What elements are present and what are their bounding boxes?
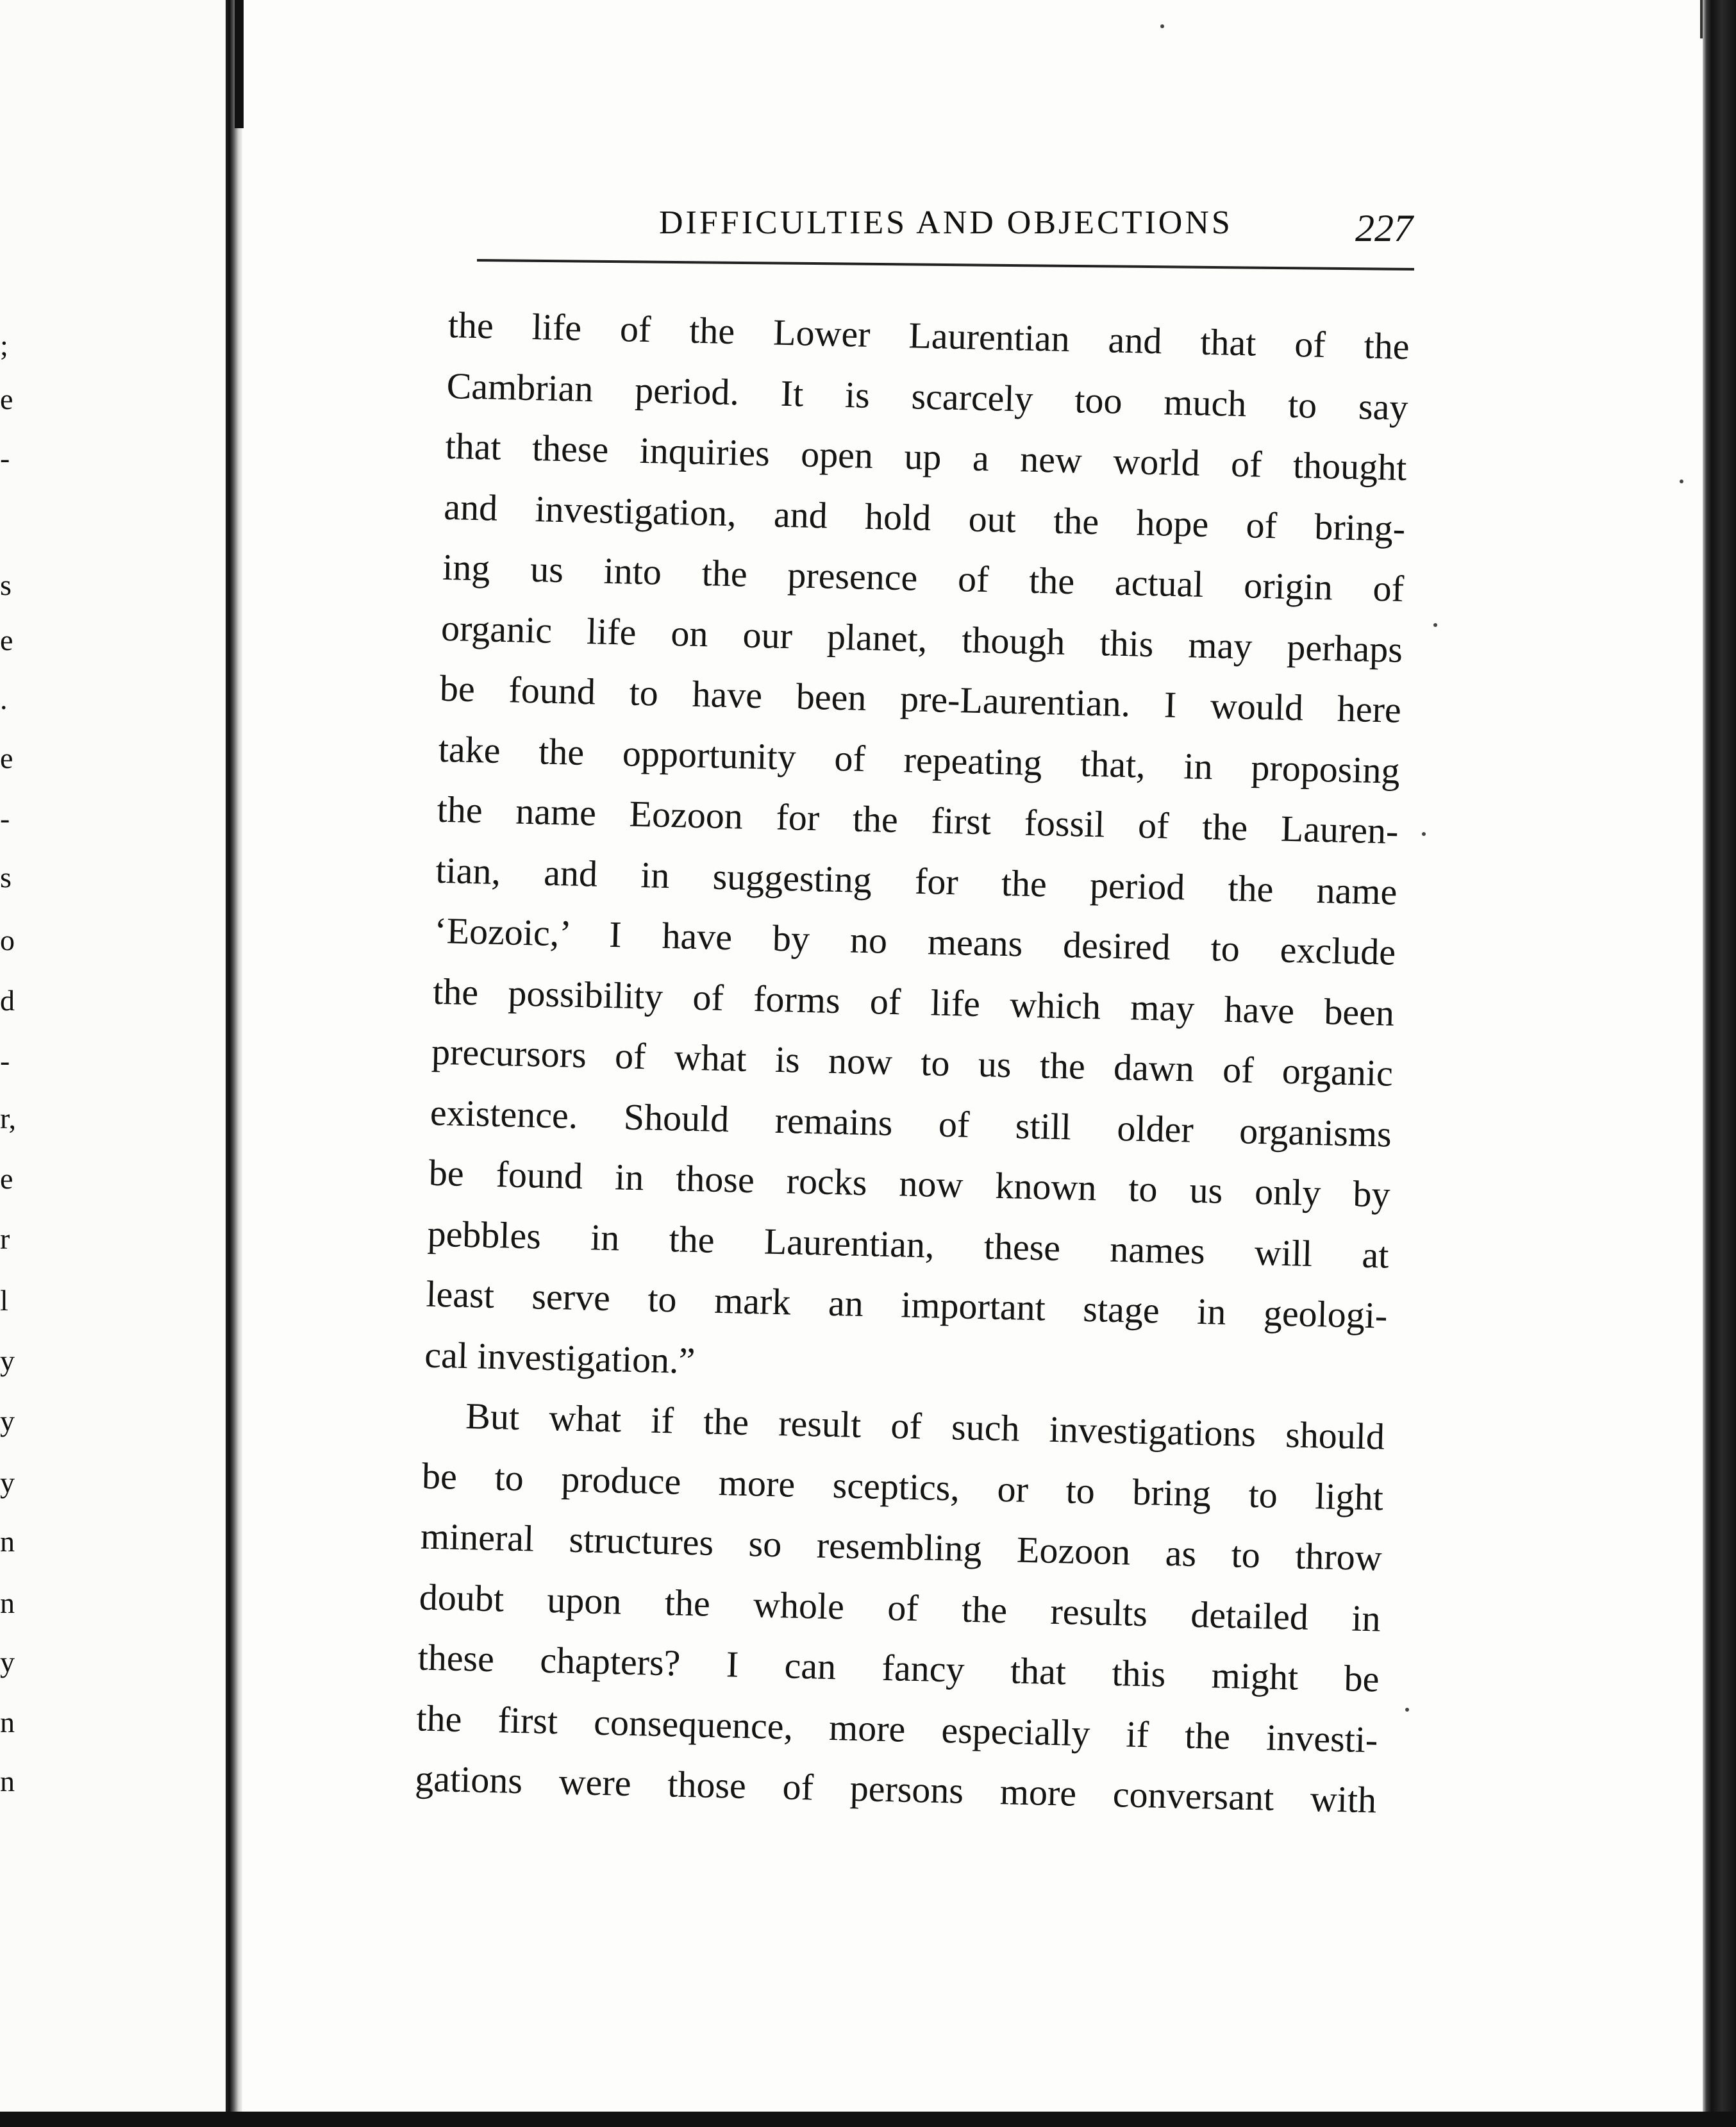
left-edge-letter: - <box>0 1044 10 1077</box>
text-line: Cambrian period. It is scarcely too much to say <box>446 364 1409 428</box>
text-line: be to produce more sceptics, or to bring to light <box>421 1455 1384 1519</box>
left-edge-letter: s <box>0 861 12 894</box>
left-edge-letter: y <box>0 1405 15 1437</box>
left-edge-letter: s <box>0 569 12 601</box>
text-line: take the opportunity of repeating that, in proposing <box>438 728 1401 792</box>
text-line: that these inquiries open up a new world of thought <box>444 424 1408 488</box>
gutter-shadow <box>235 0 244 128</box>
left-edge-letter: d <box>0 984 15 1017</box>
body-text <box>414 295 1410 1831</box>
right-page-corner <box>1681 0 1703 38</box>
left-edge-letter: e <box>0 624 13 656</box>
text-line: ‘Eozoic,’ I have by no means desired to exclude <box>433 909 1396 973</box>
left-edge-letter: n <box>0 1525 15 1558</box>
text-line: precursors of what is now to us the dawn of organic <box>431 1030 1394 1094</box>
text-line: the name Eozoon for the first fossil of the Lauren- <box>437 788 1399 852</box>
dust-speck <box>1680 480 1683 483</box>
dust-speck <box>1433 623 1437 627</box>
dust-speck <box>1422 832 1426 836</box>
left-edge-letter: y <box>0 1466 15 1499</box>
text-line: existence. Should remains of still older organisms <box>430 1091 1392 1155</box>
bottom-page-edge <box>0 2112 1736 2127</box>
text-line: tian, and in suggesting for the period the name <box>435 849 1398 913</box>
text-line: organic life on our planet, though this may perhaps <box>440 606 1403 671</box>
page-number: 227 <box>1355 207 1413 249</box>
text-line: the life of the Lower Laurentian and that of the <box>447 303 1410 368</box>
left-edge-letter: l <box>0 1284 8 1317</box>
text-line: be found in those rocks now known to us only by <box>428 1151 1391 1215</box>
left-edge-letter: e <box>0 383 13 415</box>
left-edge-letter: r <box>0 1222 10 1255</box>
left-edge-letter: . <box>0 683 8 715</box>
header-rule <box>477 259 1414 271</box>
text-line: doubt upon the whole of the results detailed in <box>419 1575 1381 1639</box>
left-edge-letter: - <box>0 442 10 474</box>
text-line: and investigation, and hold out the hope of bring- <box>443 485 1406 549</box>
text-line: least serve to mark an important stage in geologi- <box>425 1272 1388 1337</box>
text-line: be found to have been pre-Laurentian. I would here <box>439 667 1402 731</box>
left-page-cut-off-letters <box>0 0 26 2127</box>
text-line: the possibility of forms of life which may have been <box>432 970 1395 1034</box>
left-edge-letter: e <box>0 742 13 774</box>
text-line: gations were those of persons more conversant with <box>414 1757 1377 1821</box>
left-edge-letter: n <box>0 1765 15 1798</box>
left-edge-letter: n <box>0 1587 15 1619</box>
left-edge-letter: ; <box>0 329 8 362</box>
text-line: cal investigation.” <box>424 1333 696 1381</box>
left-facing-page-edge <box>0 0 226 2127</box>
running-header: DIFFICULTIES AND OBJECTIONS <box>659 204 1233 241</box>
left-edge-letter: y <box>0 1646 15 1678</box>
book-gutter <box>226 0 242 2127</box>
left-edge-letter: e <box>0 1162 13 1195</box>
text-line: pebbles in the Laurentian, these names will at <box>427 1212 1390 1276</box>
text-line: the first consequence, more especially if the investi- <box>415 1696 1378 1760</box>
text-line: these chapters? I can fancy that this might be <box>417 1636 1380 1700</box>
text-line: But what if the result of such investigations should <box>465 1395 1385 1458</box>
left-edge-letter: n <box>0 1706 15 1739</box>
left-edge-letter: r, <box>0 1102 16 1135</box>
text-line: ing us into the presence of the actual origin of <box>442 546 1405 610</box>
left-edge-letter: o <box>0 924 15 956</box>
right-page-edge <box>1703 0 1736 2127</box>
dust-speck <box>1405 1708 1409 1712</box>
left-edge-letter: - <box>0 802 10 835</box>
dust-speck <box>1160 24 1164 28</box>
left-edge-letter: y <box>0 1344 15 1377</box>
text-line: mineral structures so resembling Eozoon as to throw <box>420 1515 1383 1579</box>
